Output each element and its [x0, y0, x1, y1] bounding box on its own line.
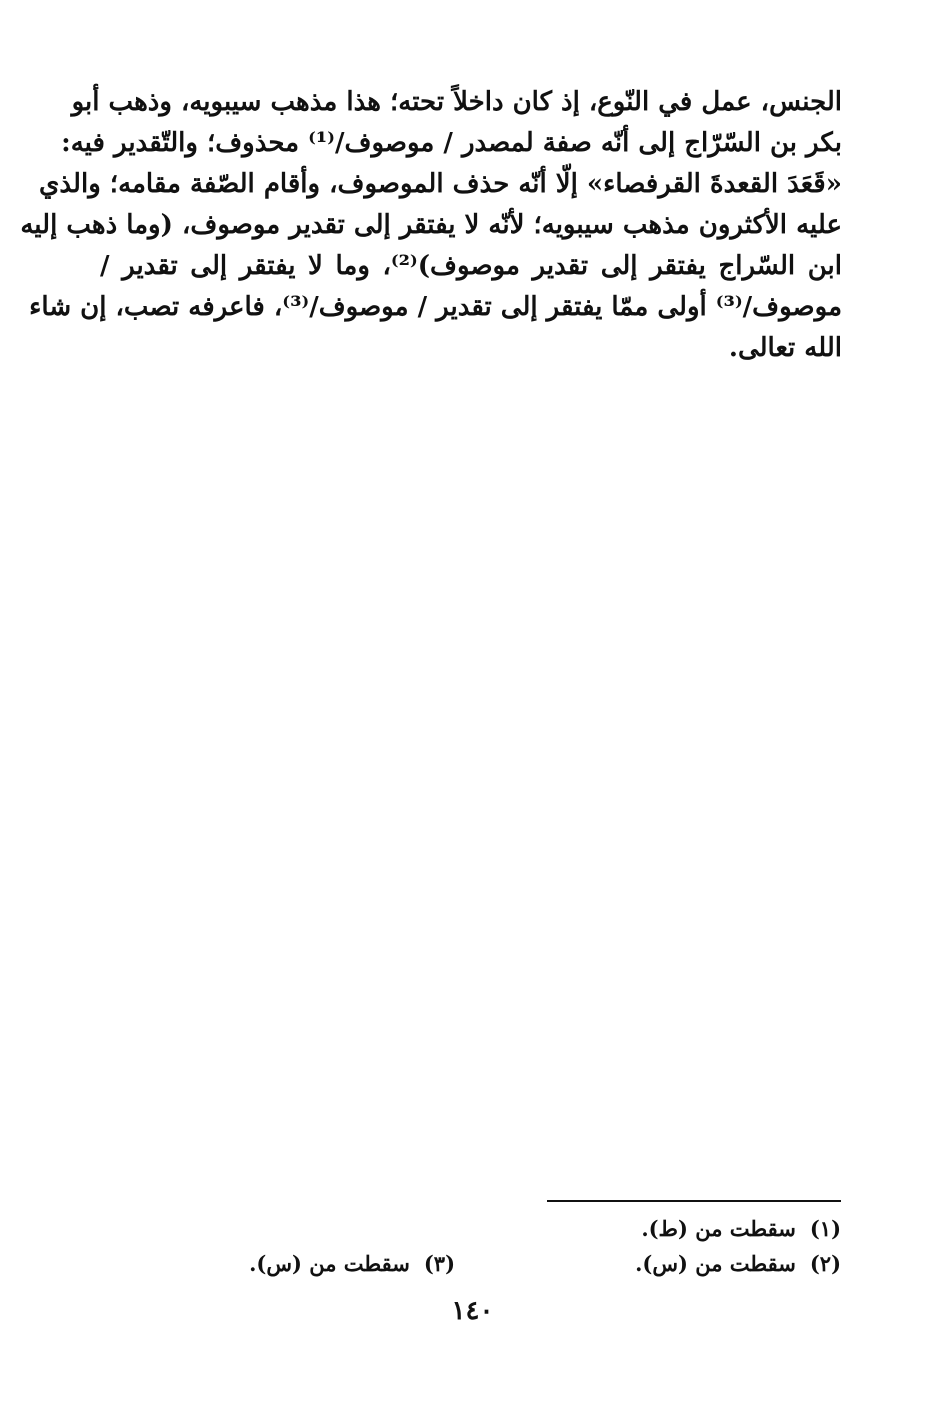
footnote-text: سقطت من (س). — [635, 1251, 796, 1276]
footnote-3 — [249, 1249, 455, 1279]
paragraph-line: الله تعالى. — [728, 333, 842, 363]
footnote-1 — [641, 1214, 841, 1244]
page-number: ١٤٠ — [451, 1296, 494, 1326]
main-paragraph — [20, 82, 842, 369]
paragraph-line: عليه الأكثرون مذهب سيبويه؛ لأنّه لا يفتقر إلى تقدير موصوف، (وما ذهب إليه — [20, 210, 842, 240]
footnote-number: (١) — [809, 1216, 841, 1241]
paragraph-line: بكر بن السّرّاج إلى أنّه صفة لمصدر / موصوف/⁽¹⁾ محذوف؛ والتّقدير فيه: — [61, 128, 842, 158]
footnote-divider — [547, 1200, 841, 1202]
footnote-number: (٢) — [809, 1251, 841, 1276]
footnote-text: سقطت من (س). — [249, 1251, 410, 1276]
footnote-number: (٣) — [423, 1251, 455, 1276]
footnote-2 — [635, 1249, 841, 1279]
paragraph-line: موصوف/⁽³⁾ أولى ممّا يفتقر إلى تقدير / موصوف/⁽³⁾، فاعرفه تصب، إن شاء — [29, 292, 842, 322]
paragraph-line: الجنس، عمل في النّوع، إذ كان داخلاً تحته؛ هذا مذهب سيبويه، وذهب أبو — [71, 87, 842, 117]
paragraph-line: «قَعَدَ القعدةَ القرفصاء» إلّا أنّه حذف الموصوف، وأقام الصّفة مقامه؛ والذي — [39, 169, 842, 199]
footnote-text: سقطت من (ط). — [641, 1216, 796, 1241]
paragraph-line: ابن السّراج يفتقر إلى تقدير موصوف)⁽²⁾، وما لا يفتقر إلى تقدير / — [100, 251, 842, 281]
